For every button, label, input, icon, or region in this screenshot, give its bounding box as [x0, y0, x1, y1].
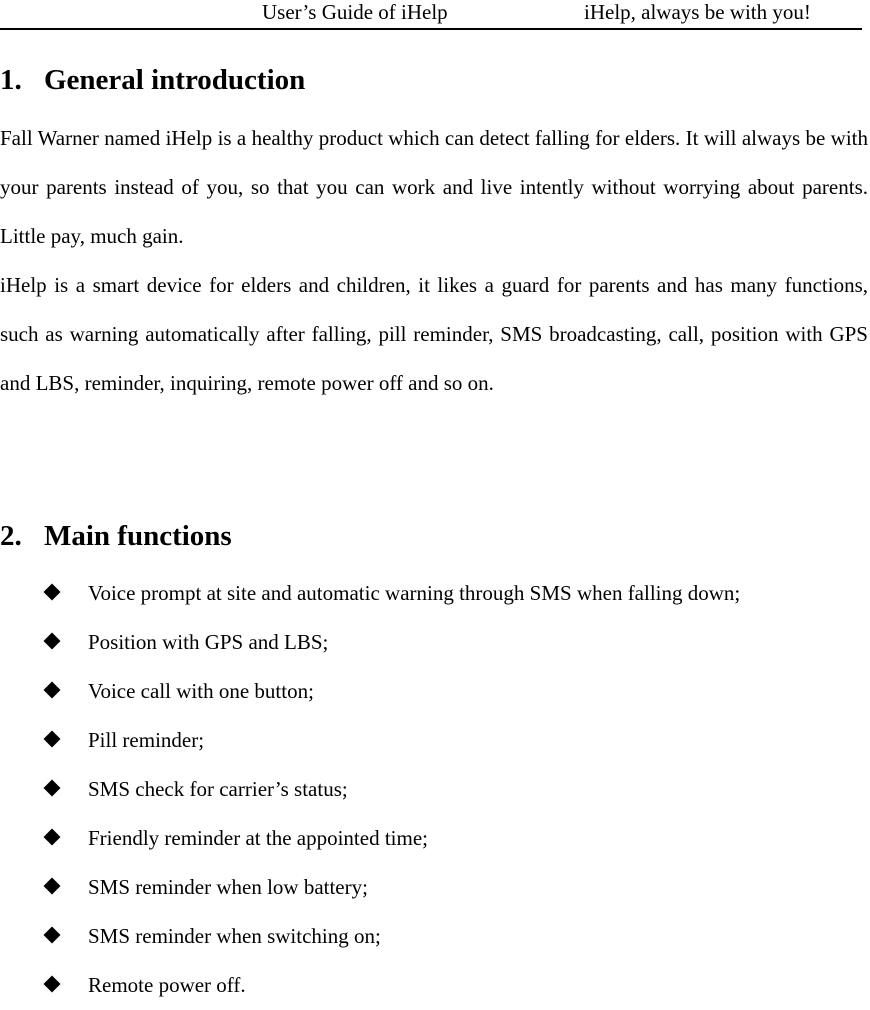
intro-paragraph-1: Fall Warner named iHelp is a healthy product which can detect falling for elders. It will always be with your parents instead of you, so that you can work and live intently without worrying about parents. Little pay, much gain. [0, 126, 868, 248]
list-item-text: Friendly reminder at the appointed time; [88, 826, 428, 850]
list-item-text: Pill reminder; [88, 728, 205, 752]
intro-paragraph-2: iHelp is a smart device for elders and children, it likes a guard for parents and has many functions, such as warning automatically after falling, pill reminder, SMS broadcasting, call, position with GPS and LBS, reminder, inquiring, remote power off and so on. [0, 273, 868, 395]
diamond-bullet-icon [44, 682, 61, 699]
list-item-text: Remote power off. [88, 973, 246, 997]
list-item-text: Position with GPS and LBS; [88, 630, 329, 654]
section-number: 1. [0, 64, 22, 96]
header-guide-title: User’s Guide of iHelp [262, 0, 448, 24]
diamond-bullet-icon [44, 584, 61, 601]
diamond-bullet-icon [44, 829, 61, 846]
diamond-bullet-icon [44, 927, 61, 944]
diamond-bullet-icon [44, 731, 61, 748]
diamond-bullet-icon [44, 878, 61, 895]
list-item-text: SMS check for carrier’s status; [88, 777, 348, 801]
section-heading-general-introduction [0, 62, 305, 98]
list-item-text: SMS reminder when low battery; [88, 875, 368, 899]
list-item-text: Voice call with one button; [88, 679, 314, 703]
section-title: Main functions [44, 520, 232, 552]
diamond-bullet-icon [44, 976, 61, 993]
diamond-bullet-icon [44, 633, 61, 650]
page-header [0, 0, 862, 30]
section-heading-main-functions [0, 518, 232, 554]
list-item-text: Voice prompt at site and automatic warning through SMS when falling down; [88, 581, 741, 605]
section-number: 2. [0, 520, 22, 552]
section-title: General introduction [44, 64, 306, 96]
diamond-bullet-icon [44, 780, 61, 797]
list-item-text: SMS reminder when switching on; [88, 924, 381, 948]
header-slogan: iHelp, always be with you! [584, 0, 811, 24]
